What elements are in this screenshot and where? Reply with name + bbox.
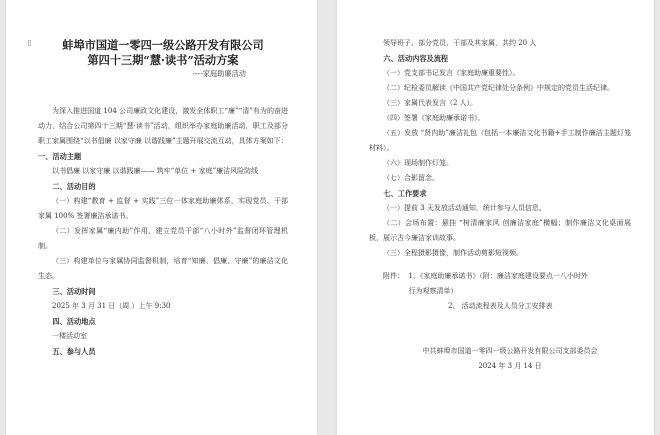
section-6-item: （四）签署《家庭助廉承诺书》。 — [383, 114, 485, 122]
attachment-row — [369, 299, 631, 314]
signature-date: 2024 年 3 月 14 日 — [478, 362, 542, 370]
intro-paragraph: 为深入推进国道 104 公司廉政文化建设，激发全体职工“廉”“清”有为的奋进动力，结合公司第四十三期“慧·读书”活动，组织举办家庭助廉活动，职工及部分职工家属围绕“以书倡廉 以家守廉 以谐践廉”主题开展交流互动，具体方案如下： — [38, 107, 288, 145]
section-5-text: 领导班子、部分党员，干部及其家属，共约 20 人 — [383, 39, 537, 47]
section-6-item: （六）现场制作灯笼。 — [383, 159, 453, 167]
document-title: 蚌埠市国道一零四一级公路开发有限公司 — [62, 38, 264, 52]
attachment-row — [369, 269, 631, 299]
section-2-item: （一）构建“教育 + 监督 + 实践”三位一体家庭助廉体系，实现党员、干部家属 100% 签署廉洁承诺书。 — [38, 197, 288, 220]
section-7-item: （一）提前 3 天发放活动通知，统计参与人员信息。 — [383, 204, 546, 212]
section-2-item: （二）发挥家属“廉内助”作用，建立党员干部“八小时外”监督闭环管理机制。 — [38, 227, 288, 250]
page-right-content — [369, 36, 631, 374]
drag-handle-icon[interactable]: ⁞⁞ — [27, 39, 31, 49]
section-heading-5: 五、参与人员 — [52, 347, 96, 356]
attachment-label: 附件： — [383, 272, 404, 280]
section-heading-7: 七、工作要求 — [383, 189, 427, 198]
document-subtitle: ----家庭助廉活动 — [192, 69, 246, 78]
section-2-item: （三）构建单位与家属协同监督机制，培育“知廉、倡廉、守廉”的廉洁文化生态。 — [38, 257, 288, 280]
section-7-item: （三）全程摄影摄像，制作活动剪影短视频。 — [383, 249, 523, 257]
document-page-right — [337, 0, 654, 435]
document-title-line2: 第四十三期“慧·读书”活动方案 — [87, 53, 239, 67]
section-3-text: 2025 年 3 月 31 日（周 ）上午 9:30 — [52, 302, 171, 310]
section-7-item: （二）会场布置：悬挂 “树清廉家风 创廉洁家庭”横幅；制作廉洁文化桌面展板，展示古今廉洁家训故事。 — [369, 219, 631, 242]
section-heading-1: 一、活动主题 — [38, 152, 82, 161]
attachment-item-2: 2、 活动流程表及人员分工安排表 — [448, 302, 553, 310]
section-6-item: （三）家属代表发言（2 人）。 — [383, 99, 478, 107]
signature-org: 中共蚌埠市国道一零四一级公路开发有限公司支部委员会 — [422, 347, 598, 355]
section-heading-6: 六、活动内容及流程 — [383, 54, 449, 63]
document-page-left — [6, 0, 317, 435]
section-6-item: （二）纪检委员解读《中国共产党纪律处分条例》中规定的党员生活纪律。 — [383, 84, 614, 92]
section-6-item: （五）发放 “贤内助”廉洁礼包（包括一本廉洁文化书籍+手工制作廉洁主题灯笼材料）。 — [369, 129, 631, 152]
section-heading-4: 四、活动地点 — [52, 317, 96, 326]
section-4-text: 一楼活动室 — [52, 332, 87, 340]
section-1-text: 以书倡廉 以家守廉 以谐践廉—— 筑牢“单位 + 家庭”廉洁风险防线 — [52, 167, 259, 175]
page-left-content — [38, 38, 288, 359]
attachment-item-1: 1、《家庭助廉承诺书》（附：廉洁家庭建设要点一八小时外行为观察清单） — [408, 272, 588, 295]
section-heading-3: 三、活动时间 — [52, 287, 96, 296]
attachments-block — [369, 269, 631, 314]
section-6-item: （七）合影留念。 — [383, 174, 439, 182]
section-6-item: （一）党支部书记发言（家庭助廉重要性）。 — [383, 69, 520, 77]
section-heading-2: 二、活动目的 — [52, 182, 96, 191]
